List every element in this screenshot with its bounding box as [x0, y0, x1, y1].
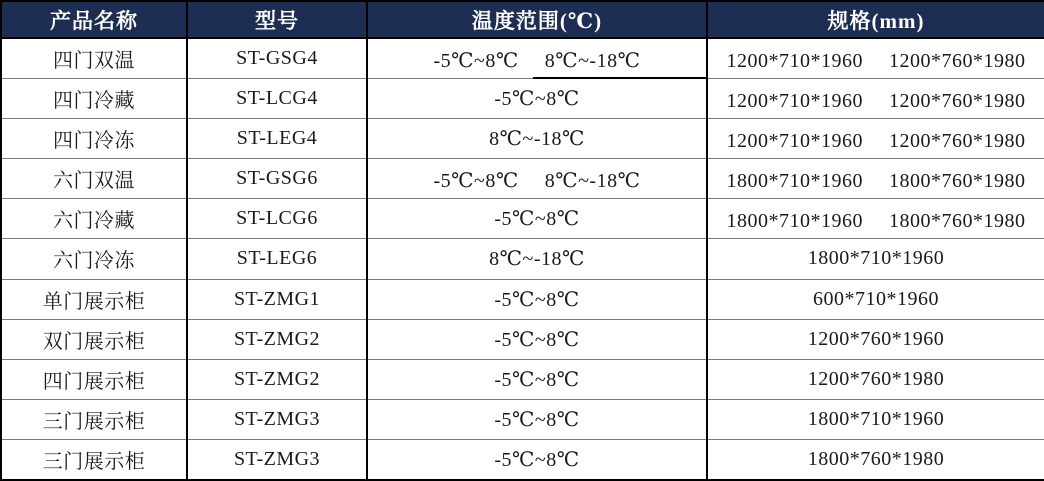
- cell-spec: 1800*710*1960: [707, 400, 1044, 440]
- table-row: [1, 440, 1044, 480]
- table-row: [1, 159, 1044, 199]
- cell-product: 六门冷藏: [1, 199, 187, 239]
- cell-model: ST-LCG6: [187, 199, 367, 239]
- cell-spec: 1200*710*1960 1200*760*1980: [707, 78, 1044, 118]
- cell-model: ST-GSG6: [187, 159, 367, 199]
- cell-product: 六门双温: [1, 159, 187, 199]
- cell-model: ST-ZMG3: [187, 440, 367, 480]
- table-header-row: [1, 1, 1044, 38]
- cell-spec: 1800*760*1980: [707, 440, 1044, 480]
- cell-temp: -5℃~8℃: [367, 400, 707, 440]
- header-product-name: 产品名称: [1, 1, 187, 38]
- table-row: [1, 319, 1044, 359]
- table-row: [1, 279, 1044, 319]
- cell-temp: -5℃~8℃ 8℃~-18℃: [367, 159, 707, 199]
- cell-temp: 8℃~-18℃: [367, 118, 707, 158]
- cell-product: 六门冷冻: [1, 239, 187, 279]
- cell-spec: 1200*760*1960: [707, 319, 1044, 359]
- cell-product: 四门双温: [1, 38, 187, 78]
- cell-temp: -5℃~8℃: [367, 319, 707, 359]
- header-temp-range: 温度范围(℃): [367, 1, 707, 38]
- cell-temp: -5℃~8℃: [367, 199, 707, 239]
- table-row: [1, 400, 1044, 440]
- header-spec: 规格(mm): [707, 1, 1044, 38]
- cell-temp: 8℃~-18℃: [367, 239, 707, 279]
- cell-temp: -5℃~8℃ 8℃~-18℃: [367, 38, 707, 78]
- cell-product: 三门展示柜: [1, 400, 187, 440]
- cell-spec: 1200*710*1960 1200*760*1980: [707, 118, 1044, 158]
- cell-product: 四门冷藏: [1, 78, 187, 118]
- cell-spec: 1800*710*1960 1800*760*1980: [707, 159, 1044, 199]
- table-row: [1, 78, 1044, 118]
- table-row: [1, 199, 1044, 239]
- cell-temp: -5℃~8℃: [367, 279, 707, 319]
- cell-model: ST-GSG4: [187, 38, 367, 78]
- table-row: [1, 118, 1044, 158]
- cell-product: 四门展示柜: [1, 359, 187, 399]
- cell-model: ST-LEG6: [187, 239, 367, 279]
- cell-model: ST-ZMG2: [187, 319, 367, 359]
- cell-product: 四门冷冻: [1, 118, 187, 158]
- cell-product: 双门展示柜: [1, 319, 187, 359]
- cell-temp: -5℃~8℃: [367, 78, 707, 118]
- cell-temp: -5℃~8℃: [367, 440, 707, 480]
- cell-product: 单门展示柜: [1, 279, 187, 319]
- cell-model: ST-LEG4: [187, 118, 367, 158]
- cell-spec: 600*710*1960: [707, 279, 1044, 319]
- header-model: 型号: [187, 1, 367, 38]
- cell-model: ST-ZMG1: [187, 279, 367, 319]
- cell-spec: 1200*760*1980: [707, 359, 1044, 399]
- cell-temp: -5℃~8℃: [367, 359, 707, 399]
- cell-model: ST-ZMG2: [187, 359, 367, 399]
- border-artifact-line: [533, 77, 706, 79]
- cell-spec: 1800*710*1960: [707, 239, 1044, 279]
- table-row: [1, 239, 1044, 279]
- cell-model: ST-LCG4: [187, 78, 367, 118]
- cell-spec: 1800*710*1960 1800*760*1980: [707, 199, 1044, 239]
- table-row: [1, 359, 1044, 399]
- cell-model: ST-ZMG3: [187, 400, 367, 440]
- cell-spec: 1200*710*1960 1200*760*1980: [707, 38, 1044, 78]
- cell-product: 三门展示柜: [1, 440, 187, 480]
- table-row: [1, 38, 1044, 78]
